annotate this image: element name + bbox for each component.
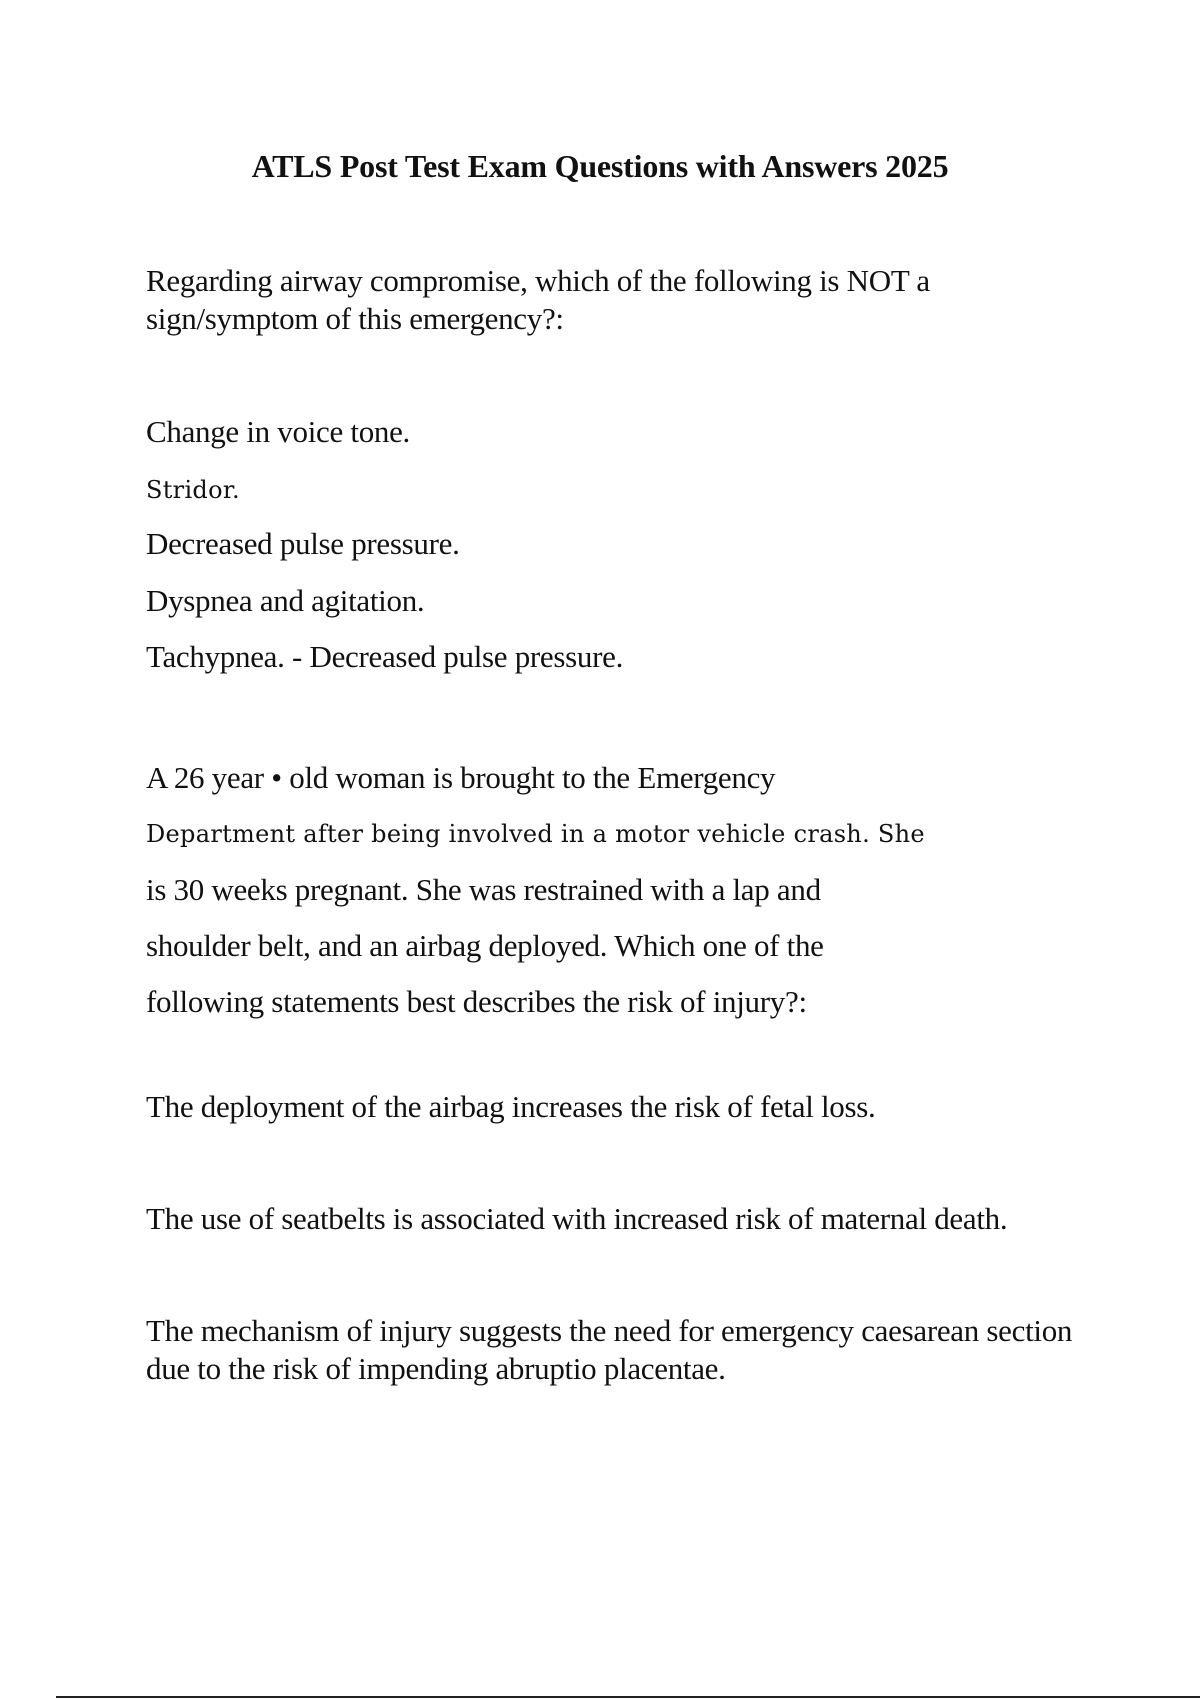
question-1-text: Regarding airway compromise, which of the following is NOT a sign/symptom of this emergency?:: [146, 263, 930, 336]
question-1-option-2: Stridor.: [146, 476, 240, 504]
question-2-line: A 26 year • old woman is brought to the Emergency: [146, 760, 776, 795]
question-2-option-1: The deployment of the airbag increases the risk of fetal loss.: [146, 1089, 876, 1124]
question-1-option-1: Change in voice tone.: [146, 414, 411, 449]
question-1-option-4: Dyspnea and agitation.: [146, 583, 425, 618]
question-2-text: [146, 750, 1046, 1030]
question-2-line: shoulder belt, and an airbag deployed. Which one of the: [146, 928, 824, 963]
question-2-line: following statements best describes the risk of injury?:: [146, 984, 807, 1019]
page-title: ATLS Post Test Exam Questions with Answers 2025: [251, 148, 949, 184]
question-2-option-3: The mechanism of injury suggests the need for emergency caesarean section due to the risk of impending abruptio placentae.: [146, 1313, 1073, 1386]
question-2-option-2: The use of seatbelts is associated with increased risk of maternal death.: [146, 1201, 1008, 1236]
question-1-option-5: Tachypnea. - Decreased pulse pressure.: [146, 639, 624, 674]
question-2-line: is 30 weeks pregnant. She was restrained with a lap and: [146, 872, 821, 907]
question-2-line: Department after being involved in a motor vehicle crash. She: [146, 820, 925, 848]
question-1-option-3: Decreased pulse pressure.: [146, 526, 460, 561]
bottom-divider: [56, 1696, 1200, 1698]
